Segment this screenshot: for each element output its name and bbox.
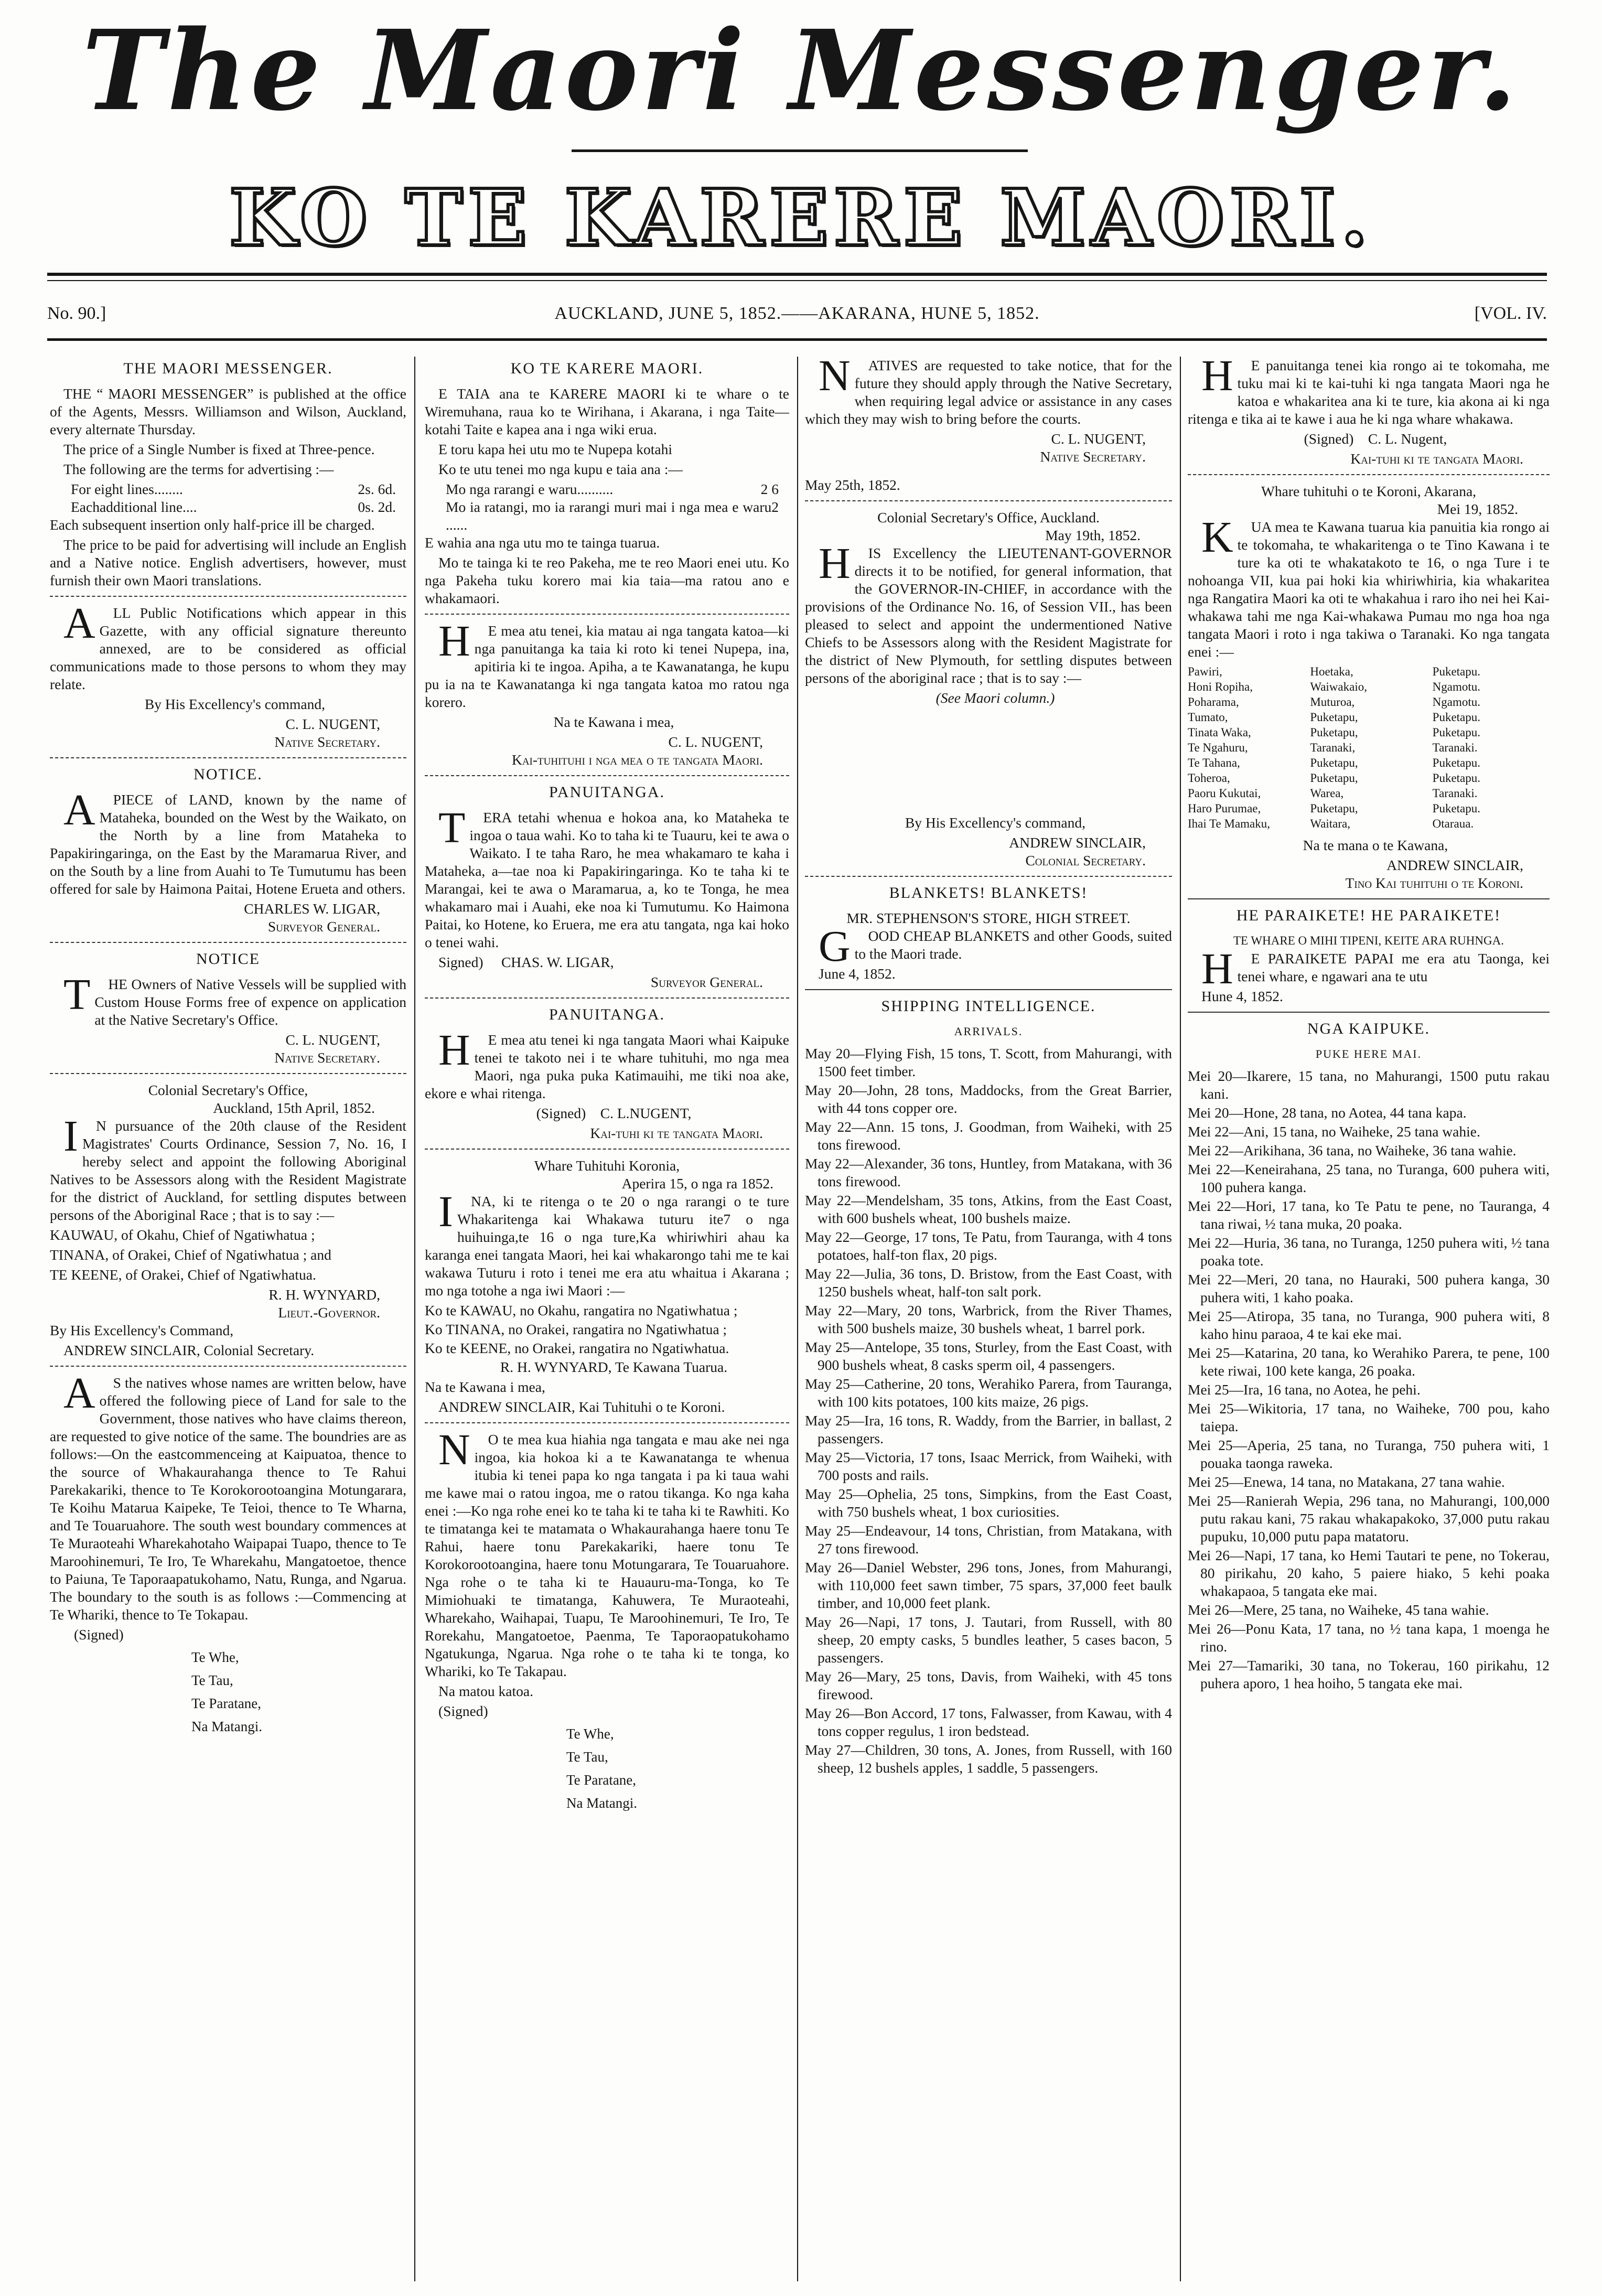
signature-name: ANDREW SINCLAIR,: [1386, 857, 1523, 873]
karere-heading: KO TE KARERE MAORI.: [510, 360, 704, 377]
assessor-line: TINANA, of Orakei, Chief of Ngatiwhatua ; and: [50, 1247, 331, 1263]
separator: [50, 596, 406, 597]
signature-name: C. L. NUGENT,: [285, 716, 380, 732]
column-divider: [1180, 357, 1181, 2281]
store-line: MR. STEPHENSON'S STORE, HIGH STREET.: [846, 910, 1131, 926]
chief-cell: Waiwakaio,: [1310, 680, 1367, 693]
shipping-entry: May 22—George, 17 tons, Te Patu, from Tauranga, with 4 tons potatoes, half-ton flax, 20 pigs.: [805, 1229, 1172, 1263]
signatory: Te Tau,: [566, 1749, 608, 1765]
panui-whenua: [425, 784, 789, 991]
kaipuke-entry: Mei 25—Wikitoria, 17 tana, no Waiheke, 700 pou, kaho taiepa.: [1188, 1400, 1550, 1434]
shipping-heading: SHIPPING INTELLIGENCE.: [881, 997, 1096, 1015]
separator: [425, 1149, 789, 1150]
signatory: Te Paratane,: [191, 1696, 262, 1711]
issue-date: AUCKLAND, JUNE 5, 1852.——AKARANA, HUNE 5, 1852.: [554, 304, 1040, 323]
signature-name: R. H. WYNYARD,: [268, 1286, 380, 1303]
shipping-entry: May 25—Endeavour, 14 tons, Christian, from Matakana, with 27 tons firewood.: [805, 1522, 1172, 1557]
shipping-entry: May 25—Victoria, 17 tons, Isaac Merrick, from Waiheki, with 700 posts and rails.: [805, 1449, 1172, 1483]
separator: [1188, 1012, 1550, 1013]
chief-cell: Puketapu.: [1432, 665, 1481, 678]
separator: [50, 1073, 406, 1074]
kaipuke-entry: Mei 26—Napi, 17 tana, ko Hemi Tautari te pene, no Tokerau, 80 pirikahu, 20 kaho, 5 paiere hiako, 5 kehi poaka whakapaoa, 5 tangata eke mai.: [1188, 1547, 1550, 1599]
blankets-text: GOOD CHEAP BLANKETS and other Goods, suited to the Maori trade.: [819, 922, 1172, 971]
shipping-entry: May 22—Julia, 36 tons, D. Bristow, from the East Coast, with 1250 bushels wheat, half-ton salt pork.: [805, 1265, 1172, 1300]
signature-title: Native Secretary.: [274, 1049, 380, 1066]
chief-cell: Ngamotu.: [1432, 695, 1481, 709]
kaipuke-entry: Mei 27—Tamariki, 30 tana, no Tokerau, 160 pirikahu, 12 puhera aporo, 1 hea hoiho, 5 tangata eke mai.: [1188, 1657, 1550, 1691]
signature-title: Native Secretary.: [1040, 448, 1146, 465]
command-signature: ANDREW SINCLAIR, Colonial Secretary.: [63, 1342, 315, 1358]
chief-cell: Puketapu.: [1432, 771, 1481, 785]
kaipuke-entry: Mei 25—Ira, 16 tana, no Aotea, he pehi.: [1188, 1381, 1421, 1398]
separator: [805, 989, 1172, 990]
arrivals-heading: PUKE HERE MAI.: [1315, 1047, 1422, 1060]
date-line: May 19th, 1852.: [1045, 527, 1141, 543]
column-2: [425, 357, 789, 2281]
natives-land-notice: [50, 1369, 406, 1738]
colonial-notice: [50, 1081, 406, 1359]
land-notice-text: APIECE of LAND, known by the name of Mataheka, bounded on the West by the Waikato, on the North by a line from Mataheka to Papakiringaringa, on the East by the Maramarua River, and on the South by a line from Auahi to Te Tumutumu has been offered for sale by Haimona Paitai, Hotene Erueta and others.: [50, 786, 406, 897]
karere-insertion: E wahia ana nga utu mo te tainga tuarua.: [425, 534, 660, 551]
karere-advertising: Mo te tainga ki te reo Pakeha, me te reo Maori enei utu. Ko nga Pakeha tuku korero mai kia taia—ma ratou ano e whakamaori.: [425, 554, 789, 606]
kaipuke-entry: Mei 22—Meri, 20 tana, no Hauraki, 500 puhera kanga, 30 puhera witi, 1 kaho poaka.: [1188, 1271, 1550, 1305]
signature-title: Lieut.-Governor.: [278, 1304, 380, 1321]
chief-cell: Puketapu,: [1310, 802, 1358, 815]
public-notice: [50, 599, 406, 751]
signatory: Na Matangi.: [566, 1795, 637, 1811]
chief-cell: Tumato,: [1188, 711, 1228, 724]
chief-cell: Taranaki.: [1432, 741, 1478, 754]
about-price: The price of a Single Number is fixed at Three-pence.: [63, 441, 375, 457]
date-line: Mei 19, 1852.: [1437, 501, 1518, 517]
paraikete-heading: HE PARAIKETE! HE PARAIKETE!: [1236, 907, 1501, 924]
chief-cell: Ngamotu.: [1432, 680, 1481, 693]
panui-reo-text: HE panuitanga tenei kia rongo ai te tokomaha, me tuku mai ki te kai-tuhi ki nga tangata Maori nga he katoa e whakaritea ana ki te ture, kia akona ai ki nga ritenga e tika ai te kawe i aua he ki nga whare whakawa.: [1188, 357, 1550, 427]
separator: [805, 876, 1172, 877]
karere-price: E toru kapa hei utu mo te Nupepa kotahi: [438, 441, 672, 457]
signature-title: Surveyor General.: [650, 974, 763, 990]
chiefs-list: [1188, 664, 1550, 831]
koronia-text: INA, ki te ritenga o te 20 o nga rarangi o te ture Whakaritenga kai Whakawa tuturu ite7 o nga huihuinga,te 16 o nga ture,Ka whiriwhiri ahau ka karanga enei tangata Maori, hei kai whakarongo tahi me te kai wakawa Tuturu i roto i tenei me era atu whaitua i Akarana ; mo nga totohe a nga iwi Maori :—: [425, 1187, 789, 1299]
separator: [425, 775, 789, 776]
kaipuke-entry: Mei 22—Arikihana, 36 tana, no Waiheke, 36 tana wahie.: [1188, 1142, 1517, 1158]
chief-cell: Toheroa,: [1188, 771, 1230, 785]
signed-label: (Signed) C. L.NUGENT,: [536, 1105, 692, 1121]
vessels-notice-text: THE Owners of Native Vessels will be supplied with Custom House Forms free of expence on application at the Native Secretary's Office.: [63, 970, 406, 1028]
column-divider: [797, 357, 798, 2281]
chief-cell: Puketapu,: [1310, 771, 1358, 785]
chief-cell: Tinata Waka,: [1188, 726, 1251, 739]
blankets-ad: [805, 884, 1172, 983]
shipping-list: [805, 1045, 1172, 1777]
closing-line: Na matou katoa.: [438, 1683, 533, 1699]
signature-title: Kai-tuhituhi i nga mea o te tangata Maori.: [511, 752, 763, 768]
panui-kawana: [425, 617, 789, 769]
kaipuke-entry: Mei 25—Ranierah Wepia, 296 tana, no Mahurangi, 100,000 putu rakau kani, 75 rakau whakapakoko, 37,000 putu rakau pupuku, 10,000 putu papa matatoru.: [1188, 1493, 1550, 1544]
info-rule: [47, 338, 1547, 341]
chief-cell: Paoru Kukutai,: [1188, 787, 1261, 800]
command-line: By His Excellency's command,: [905, 814, 1086, 831]
signature-name: C. L. NUGENT,: [285, 1032, 380, 1048]
column-4: [1188, 357, 1550, 2281]
shipping-entry: May 27—Children, 30 tons, A. Jones, from Russell, with 160 sheep, 12 bushels apples, 1 saddle, 5 passengers.: [805, 1742, 1172, 1776]
shipping-entry: May 25—Antelope, 35 tons, Sturley, from the East Coast, with 900 bushels wheat, 8 casks sperm oil, 4 passengers.: [805, 1339, 1172, 1373]
office-line: Whare tuhituhi o te Koroni, Akarana,: [1261, 483, 1477, 499]
office-line: Whare Tuhituhi Koronia,: [534, 1157, 680, 1174]
store-line: TE WHARE O MIHI TIPENI, KEITE ARA RUHNGA.: [1233, 934, 1504, 947]
kaipuke-entry: Mei 22—Huria, 36 tana, no Turanga, 1250 puhera witi, ½ tana poaka tote.: [1188, 1235, 1550, 1269]
chief-cell: Otaraua.: [1432, 817, 1474, 830]
date-line: June 4, 1852.: [819, 965, 896, 982]
chief-cell: Taranaki,: [1310, 741, 1356, 754]
shipping-section: [805, 997, 1172, 1777]
natives-land-text: AS the natives whose names are written below, have offered the following piece of Land for sale to the Government, those natives who have claims thereon, are requested to give notice of the same. The boundries are as follows:—On the eastcommenceing at Kaipuatoa, thence to the source of Whakaurahanga thence to Te Rahui Parekakariki, thence to Te Korokorootoangina Motungarara, Te Koihu Matarua Kaipeke, Te Teioi, thence to Te Wharna, and Te Touaruahore. The south west boundary commences at Te Muraoteahi Wharekahotaho Waipapai Tuapo, thence to Te Maroohinemuri, Te Iro, Te Wharekahu, Mangatoetoe, thence to Paiuna, Te Taporaapatukohamo, Natu, Runga, and Ngarua. The boundary to the south is as follows :—Commencing at Te Whariki, thence to Te Tokapau.: [50, 1369, 406, 1623]
signature-title: Colonial Secretary.: [1025, 852, 1146, 868]
paraikete-text: HE PARAIKETE PAPAI me era atu Taonga, kei tenei whare, e ngawari ana te utu: [1201, 945, 1550, 993]
kaipuke-entry: Mei 25—Aperia, 25 tana, no Turanga, 750 puhera witi, 1 pouaka taonga raweka.: [1188, 1437, 1550, 1471]
masthead-rule: [572, 149, 1028, 152]
separator: [1188, 898, 1550, 899]
signature-line: R. H. WYNYARD, Te Kawana Tuarua.: [500, 1359, 728, 1375]
chief-cell: Haro Purumae,: [1188, 802, 1261, 815]
shipping-entry: May 26—Daniel Webster, 296 tons, Jones, from Mahurangi, with 110,000 feet sawn timber, 75 spars, 37,000 feet baulk timber, and 10,000 feet plank.: [805, 1559, 1172, 1611]
signature-name: C. L. NUGENT,: [668, 734, 763, 750]
issue-volume: [VOL. IV.: [1474, 304, 1547, 323]
assessors-notice: [805, 509, 1172, 870]
assessors-text: HIS Excellency the LIEUTENANT-GOVERNOR directs it to be notified, for general information, that the GOVERNOR-IN-CHIEF, in accordance with the provisions of the Ordinance No. 16, of Session VII., has been pleased to select and appoint the undermentioned Native Chiefs to be Assessors along with the Resident Magistrate for the district of New Plymouth, for settling disputes between persons of the aboriginal race ; that is to say :—: [805, 539, 1172, 686]
hiahia-text: NO te mea kua hiahia nga tangata e mau ake nei nga ingoa, kia hokoa ki a te Kawanatanga te whenua itubia ki tenei papa ko nga tangata i pa ki taua wahi me kawe mai o ratou ingoa, me o ratou tikanga. Ko nga kaha enei :—Ko nga rohe enei ko te taha ki te taha ki te Rawhiti. Ko te timatanga kei te matamata o Whakaurahanga haere tonu Te Rahui, haere tonu Parekakariki, haere tonu Te Korokorootoangina, haere tonu Motungarara, Te Touaruahore. Nga rohe o te taha ki te Hauauru-ma-Tonga, ko Te Mimiohuaki te timatanga, Kahuwera, Te Muraoteahi, Wharekaho, Waihapai, Tuapu, Te Maroohinemuri, Te Iro, Te Rorekahu, Mangatoetoe, Paenma, Te Taporaopatukohamo Ngatukunga, Ngarua. Nga rohe o te taha ki te tonga, ko Whariki, ko Te Takapau.: [425, 1425, 789, 1679]
signed-label: (Signed) C. L. Nugent,: [1304, 431, 1447, 447]
koronia-notice: [425, 1157, 789, 1416]
kaipuke-entry: Mei 20—Ikarere, 15 tana, no Mahurangi, 1500 putu rakau kani.: [1188, 1068, 1550, 1102]
chief-cell: Warea,: [1310, 787, 1344, 800]
signature-title: Native Secretary.: [274, 734, 380, 750]
date-line: May 25th, 1852.: [805, 477, 900, 493]
public-notice-text: ALL Public Notifications which appear in this Gazette, with any official signature thereunto annexed, are to be considered as official communications made to those persons to whom they may relate.: [50, 599, 406, 692]
date-line: Aperira 15, o nga ra 1852.: [621, 1175, 773, 1192]
karere-notice: [425, 360, 789, 607]
office-line: Colonial Secretary's Office,: [148, 1082, 308, 1098]
chief-cell: Puketapu,: [1310, 711, 1358, 724]
koroni-list: [1188, 482, 1550, 892]
chief-cell: Puketapu.: [1432, 802, 1481, 815]
column-1: [50, 357, 406, 2281]
chief-cell: Hoetaka,: [1310, 665, 1353, 678]
separator: [50, 757, 406, 758]
signature-title: Tino Kai tuhituhi o te Koroni.: [1345, 875, 1523, 891]
masthead-title-en: The Maori Messenger.: [82, 6, 1520, 135]
natives-notice: [805, 357, 1172, 494]
about-insertion: Each subsequent insertion only half-price ill be charged.: [50, 517, 375, 533]
assessor-line: TE KEENE, of Orakei, Chief of Ngatiwhatua.: [50, 1267, 316, 1283]
separator: [425, 997, 789, 999]
command-line: Na te mana o te Kawana,: [1303, 837, 1448, 853]
signatory: Te Paratane,: [566, 1772, 637, 1788]
command-line: Na te Kawana i mea,: [553, 714, 674, 730]
kaipuke-entry: Mei 22—Hori, 17 tana, ko Te Patu te pene, no Tauranga, 4 tana riwai, ½ tana muka, 20 poaka.: [1188, 1198, 1550, 1232]
shipping-entry: May 22—Mary, 20 tons, Warbrick, from the River Thames, with 500 bushels maize, 30 bushels wheat, 1 barrel pork.: [805, 1302, 1172, 1336]
about-advertising: The price to be paid for advertising will include an English and a Native notice. English advertisers, however, must furnish their own Maori translations.: [50, 537, 406, 588]
date-line: Hune 4, 1852.: [1201, 988, 1283, 1004]
signature-name: C. L. NUGENT,: [1051, 431, 1146, 447]
karere-text: E TAIA ana te KARERE MAORI ki te whare o te Wiremuhana, raua ko te Wirihana, i Akarana, i nga Taite—kotahi Taite e kapea ana i nga wiki erua.: [425, 385, 789, 437]
signature-name: CHARLES W. LIGAR,: [244, 900, 380, 917]
command-line: By His Excellency's command,: [144, 696, 326, 712]
kaipuke-entry: Mei 22—Keneirahana, 25 tana, no Turanga, 600 puhera witi, 100 puhera kanga.: [1188, 1161, 1550, 1195]
chief-cell: Puketapu.: [1432, 726, 1481, 739]
header-rule-thin: [47, 280, 1547, 281]
karere-terms: Ko te utu tenei mo nga kupu e taia ana :—: [438, 461, 683, 477]
kaipuke-entry: Mei 26—Mere, 25 tana, no Waiheke, 45 tana wahie.: [1188, 1602, 1489, 1618]
see-maori-column: (See Maori column.): [936, 690, 1055, 706]
shipping-entry: May 22—Ann. 15 tons, J. Goodman, from Waiheki, with 25 tons firewood.: [805, 1119, 1172, 1153]
shipping-entry: May 26—Bon Accord, 17 tons, Falwasser, from Kawau, with 4 tons copper regulus, 1 iron bedstead.: [805, 1705, 1172, 1739]
kaipuke-entry: Mei 20—Hone, 28 tana, no Aotea, 44 tana kapa.: [1188, 1104, 1467, 1121]
paraikete-ad: [1188, 907, 1550, 1005]
chief-cell: Te Ngahuru,: [1188, 741, 1248, 754]
panui-whenua-text: TERA tetahi whenua e hokoa ana, ko Mataheka te ingoa o taua wahi. Ko to taha ki te Tuauru, kei te awa o Waikato. I te taha Raro, he mea whakamaro te kaha i Mataheka, a—tae noa ki Papakiringaringa. Ko te taha ki te Marangai, kei te awa o Maramarua, a, ko te Tonga, he mea whakamaro mai i Auahi, eke noa ki Tumutumu. Ko Haimona Paitai, ko Hotene, ko Eruera, me era atu tangata, nga kai hoko o tenei wahi.: [425, 803, 789, 950]
separator: [1188, 474, 1550, 475]
kaipuke-entry: Mei 26—Ponu Kata, 17 tana, no ½ tana kapa, 1 moenga he rino.: [1188, 1621, 1550, 1655]
separator: [50, 942, 406, 943]
signature-name: ANDREW SINCLAIR,: [1009, 834, 1146, 851]
panui-heading: PANUITANGA.: [549, 1006, 665, 1023]
signed-label: Signed) CHAS. W. LIGAR,: [438, 954, 614, 970]
panui-heading: PANUITANGA.: [549, 784, 665, 801]
header-rule-top: [47, 273, 1547, 276]
blankets-heading: BLANKETS! BLANKETS!: [889, 884, 1088, 902]
separator: [50, 1366, 406, 1367]
shipping-entry: May 25—Ophelia, 25 tons, Simpkins, from the East Coast, with 750 bushels wheat, 1 box curiosities.: [805, 1486, 1172, 1520]
colonial-notice-text: IN pursuance of the 20th clause of the Resident Magistrates' Courts Ordinance, Session 7, No. 16, I hereby select and appoint the following Aboriginal Natives to be Assessors along with the Resident Magistrate for the district of Auckland, for settling disputes between persons of the Aboriginal Race ; that is to say :—: [50, 1112, 406, 1223]
chief-cell: Poharama,: [1188, 695, 1239, 709]
koroni-text: KUA mea te Kawana tuarua kia panuitia kia rongo ai te tokomaha, te whakaritenga o te Tino Kawana i te ture ka oti te whakatakoto te 16, o nga Ture i te nohoanga VII, kua pai hoki kia whiriwhiria, kia whakaritea nga Rangatira Maori ka oti te whakahua i raro iho nei hei Kai-whakawa tahi me nga Kai-whakawa Pumau mo nga hoa nga tangata Maori i roto i nga takiwa o Taranaki. Ko nga tangata enei :—: [1188, 513, 1550, 660]
panui-kaipuke-text: HE mea atu tenei ki nga tangata Maori whai Kaipuke tenei te takoto nei i te whare tuhituhi, mo nga mea Maori, nga puka puka Katimauihi, me tiki noa ake, ekore e whai ritenga.: [425, 1026, 789, 1101]
chief-cell: Puketapu,: [1310, 756, 1358, 769]
signatory: Te Whe,: [566, 1726, 614, 1742]
separator: [425, 1422, 789, 1423]
signature-line: ANDREW SINCLAIR, Kai Tuhituhi o te Koroni.: [438, 1399, 725, 1415]
about-heading: THE MAORI MESSENGER.: [123, 360, 333, 377]
chief-cell: Taranaki.: [1432, 787, 1478, 800]
shipping-entry: May 25—Catherine, 20 tons, Werahiko Parera, from Tauranga, with 100 kits potatoes, 100 kits maize, 26 pigs.: [805, 1376, 1172, 1410]
assessor-line: KAUWAU, of Okahu, Chief of Ngatiwhatua ;: [50, 1227, 315, 1243]
chief-cell: Puketapu.: [1432, 711, 1481, 724]
assessor-line: Ko te KAWAU, no Okahu, rangatira no Ngatiwhatua ;: [425, 1302, 738, 1318]
assessor-line: Ko te KEENE, no Orakei, rangatira no Ngatiwhatua.: [425, 1340, 729, 1356]
chief-cell: Te Tahana,: [1188, 756, 1240, 769]
panui-reo: [1188, 357, 1550, 468]
signatory: Na Matangi.: [191, 1719, 262, 1734]
shipping-entry: May 22—Alexander, 36 tons, Huntley, from Matakana, with 36 tons firewood.: [805, 1155, 1172, 1189]
land-notice: [50, 766, 406, 936]
signed-label: (Signed): [438, 1703, 488, 1719]
masthead-title-mi: KO TE KARERE MAORI.: [229, 172, 1373, 263]
kaipuke-entry: Mei 22—Ani, 15 tana, no Waiheke, 25 tana wahie.: [1188, 1123, 1480, 1140]
column-divider: [414, 357, 415, 2281]
chief-cell: Ihai Te Mamaku,: [1188, 817, 1271, 830]
kaipuke-list: [1188, 1067, 1550, 1692]
shipping-entry: May 26—Mary, 25 tons, Davis, from Waiheki, with 45 tons firewood.: [805, 1668, 1172, 1702]
about-terms: The following are the terms for advertising :—: [63, 461, 334, 477]
assessor-line: Ko TINANA, no Orakei, rangatira no Ngatiwhatua ;: [425, 1321, 727, 1337]
chief-cell: Pawiri,: [1188, 665, 1222, 678]
command-line: Na te Kawana i mea,: [425, 1379, 545, 1395]
signature-title: Surveyor General.: [267, 918, 380, 935]
signatory: Te Whe,: [191, 1649, 239, 1665]
office-line: Colonial Secretary's Office, Auckland.: [877, 509, 1100, 525]
separator: [425, 614, 789, 615]
shipping-entry: May 20—Flying Fish, 15 tons, T. Scott, from Mahurangi, with 1500 feet timber.: [805, 1045, 1172, 1079]
about-text: THE “ MAORI MESSENGER” is published at the office of the Agents, Messrs. Williamson and Wilson, Auckland, every alternate Thursday.: [50, 385, 406, 437]
about-notice: [50, 360, 406, 589]
shipping-entry: May 26—Napi, 17 tons, J. Tautari, from Russell, with 80 sheep, 20 empty casks, 5 bundles leather, 5 cases bacon, 5 passengers.: [805, 1614, 1172, 1666]
issue-number: No. 90.]: [47, 304, 106, 323]
panui-kaipuke: [425, 1006, 789, 1142]
separator: [805, 500, 1172, 501]
shipping-entry: May 20—John, 28 tons, Maddocks, from the Great Barrier, with 44 tons copper ore.: [805, 1082, 1172, 1116]
column-3: [805, 357, 1172, 2281]
kaipuke-entry: Mei 25—Atiropa, 35 tana, no Turanga, 900 puhera witi, 8 kaho hinu paraoa, 4 te kai eke mai.: [1188, 1308, 1550, 1342]
chief-cell: Honi Ropiha,: [1188, 680, 1253, 693]
panui-kawana-text: HE mea atu tenei, kia matau ai nga tangata katoa—ki nga panuitanga ka taia ki roto ki tenei Nupepa, ina, apitiria ki te ingoa. Apiha, a te Kawanatanga, he kupu pu ia na te Kawanatanga ki nga tangata katoa mo ratou nga korero.: [425, 617, 789, 710]
notice-heading: NOTICE: [196, 950, 260, 968]
signed-label: (Signed): [74, 1626, 124, 1643]
vessels-notice: [50, 950, 406, 1067]
arrivals-heading: ARRIVALS.: [954, 1025, 1023, 1038]
date-line: Auckland, 15th April, 1852.: [213, 1100, 375, 1116]
rate-row: For eight lines........ 2s. 6d.: [71, 481, 396, 497]
kaipuke-section: [1188, 1020, 1550, 1692]
natives-notice-text: NATIVES are requested to take notice, that for the future they should apply through the Native Secretary, when requiring legal advice or assistance in any cases which they may wish to bring before the courts.: [805, 357, 1172, 427]
kaipuke-entry: Mei 25—Katarina, 20 tana, ko Werahiko Parera, te pene, 100 kete riwai, 100 kete kanga, 26 poaka.: [1188, 1345, 1550, 1379]
chief-cell: Muturoa,: [1310, 695, 1355, 709]
shipping-entry: May 25—Ira, 16 tons, R. Waddy, from the Barrier, in ballast, 2 passengers.: [805, 1412, 1172, 1446]
kaipuke-heading: NGA KAIPUKE.: [1307, 1020, 1430, 1037]
notice-heading: NOTICE.: [193, 766, 263, 783]
kaipuke-entry: Mei 25—Enewa, 14 tana, no Matakana, 27 tana wahie.: [1188, 1474, 1505, 1490]
hiahia-notice: [425, 1425, 789, 1815]
command-line: By His Excellency's Command,: [50, 1322, 234, 1338]
chief-cell: Waitara,: [1310, 817, 1351, 830]
chief-cell: Puketapu,: [1310, 726, 1358, 739]
signature-title: Kai-tuhi ki te tangata Maori.: [1350, 450, 1523, 467]
signature-title: Kai-tuhi ki te tangata Maori.: [590, 1125, 763, 1141]
rate-row: Mo ia ratangi, mo ia rarangi muri mai i nga mea e waru ...... 2: [446, 499, 779, 533]
rate-row: Mo nga rarangi e waru.......... 2 6: [446, 481, 779, 497]
chief-cell: Puketapu.: [1432, 756, 1481, 769]
issue-info-bar: [47, 298, 1547, 329]
signatory: Te Tau,: [191, 1672, 233, 1688]
rate-row: Eachadditional line.... 0s. 2d.: [71, 499, 396, 515]
shipping-entry: May 22—Mendelsham, 35 tons, Atkins, from the East Coast, with 600 bushels wheat, 100 bushels maize.: [805, 1192, 1172, 1226]
